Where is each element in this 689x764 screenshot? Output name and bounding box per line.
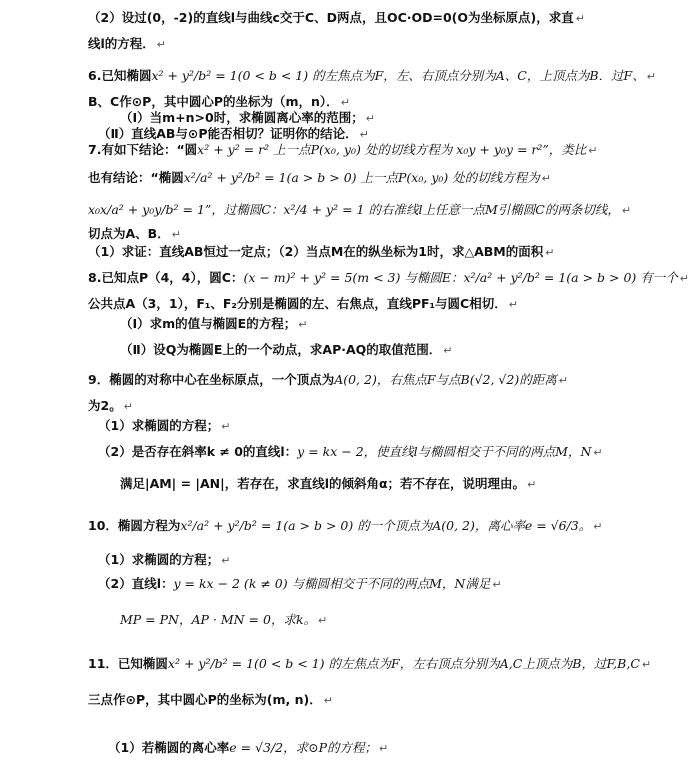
line-math: x₀x/a² + y₀y/b² = 1”，过椭圆C：x²/4 + y² = 1 的右准线l上任意一点M引椭圆C的两条切线， — [88, 202, 620, 217]
document-line — [0, 612, 640, 629]
paragraph-mark-icon: ↵ — [221, 554, 231, 567]
paragraph-mark-icon: ↵ — [359, 128, 369, 141]
line-text: 8.已知点P（4，4），圆C： — [88, 270, 244, 285]
paragraph-mark-icon: ↵ — [492, 578, 502, 591]
document-line — [0, 418, 640, 435]
document-line — [0, 68, 656, 85]
paragraph-mark-icon: ↵ — [365, 112, 375, 125]
paragraph-mark-icon: ↵ — [541, 172, 551, 185]
line-text: 11．已知椭圆 — [88, 656, 168, 671]
line-text: （1）求椭圆的方程； — [98, 418, 220, 433]
line-math: A(0, 2)，右焦点F与点B(√2, √2)的距离 — [334, 372, 557, 387]
paragraph-mark-icon: ↵ — [593, 446, 603, 459]
document-line — [0, 270, 689, 287]
line-text: （1）求证：直线AB恒过一定点；（2）当点M在的纵坐标为1时，求△ABM的面积 — [88, 244, 544, 259]
paragraph-mark-icon: ↵ — [679, 272, 689, 285]
line-math: (x − m)² + y² = 5(m < 3) 与椭圆E：x²/a² + y²/b² = 1(a > b > 0) 有一个 — [243, 270, 678, 285]
line-text: （2）设过(0，-2)的直线l与曲线c交于C、D两点，且OC·OD=0(O为坐标原点)，求直 — [88, 10, 574, 25]
paragraph-mark-icon: ↵ — [123, 400, 133, 413]
document-line — [0, 740, 640, 757]
document-line — [0, 342, 640, 359]
document-line — [0, 372, 640, 389]
document-line — [0, 244, 640, 261]
line-text: 也有结论：“椭圆 — [88, 170, 184, 185]
line-math: x² + y² = r² 上一点P(x₀, y₀) 处的切线方程为 x₀y + y₀y = r²”，类比 — [197, 142, 587, 157]
document-line — [0, 142, 640, 159]
line-math: x² + y²/b² = 1(0 < b < 1) 的左焦点为F，左、右顶点分别为A、C，上顶点为B．过F、 — [151, 68, 645, 83]
document-line — [0, 692, 640, 709]
line-text: 切点为A、B． — [88, 226, 170, 241]
document-line — [0, 296, 640, 313]
document-line — [0, 316, 640, 333]
paragraph-mark-icon: ↵ — [156, 38, 167, 51]
document-line — [0, 170, 640, 187]
line-text: （2）直线l： — [98, 576, 174, 591]
line-text: （Ⅰ）当m+n>0时，求椭圆离心率的范围； — [120, 110, 364, 125]
line-math: y = kx − 2，使直线l与椭圆相交于不同的两点M，N — [297, 444, 592, 459]
document-line — [0, 226, 640, 243]
paragraph-mark-icon: ↵ — [171, 228, 181, 241]
line-text: （1）求椭圆的方程； — [98, 552, 220, 567]
paragraph-mark-icon: ↵ — [508, 298, 518, 311]
line-text: 9．椭圆的对称中心在坐标原点，一个顶点为 — [88, 372, 335, 387]
paragraph-mark-icon: ↵ — [340, 96, 350, 109]
paragraph-mark-icon: ↵ — [527, 478, 537, 491]
line-math: e = √3/2，求⊙P的方程； — [229, 740, 377, 755]
document-line — [0, 576, 640, 593]
document-line — [0, 476, 640, 493]
paragraph-mark-icon: ↵ — [588, 144, 598, 157]
line-text: （Ⅱ）设Q为椭圆E上的一个动点，求AP·AQ的取值范围． — [120, 342, 442, 357]
line-text: （2）是否存在斜率k ≠ 0的直线l： — [98, 444, 298, 459]
paragraph-mark-icon: ↵ — [558, 374, 568, 387]
line-text: 为2。 — [88, 398, 122, 413]
document-line — [0, 110, 640, 127]
paragraph-mark-icon: ↵ — [646, 70, 656, 83]
document-line — [0, 444, 640, 461]
line-text: 10．椭圆方程为 — [88, 518, 181, 533]
line-math: MP = PN，AP · MN = 0，求k。 — [120, 612, 317, 627]
document-line — [0, 36, 640, 53]
line-text: （Ⅱ）直线AB与⊙P能否相切？证明你的结论． — [98, 126, 358, 141]
line-text: 7.有如下结论：“圆 — [88, 142, 198, 157]
paragraph-mark-icon: ↵ — [323, 694, 333, 707]
document-line — [0, 10, 640, 27]
document-line — [0, 656, 652, 673]
paragraph-mark-icon: ↵ — [575, 12, 585, 25]
line-math: x²/a² + y²/b² = 1(a > b > 0) 的一个顶点为A(0, 2)，离心率e = √6/3。 — [180, 518, 592, 533]
line-math: x² + y²/b² = 1(0 < b < 1) 的左焦点为F，左右顶点分别为A,C上顶点为B，过F,B,C — [167, 656, 640, 671]
paragraph-mark-icon: ↵ — [443, 344, 453, 357]
line-text: 6.已知椭圆 — [88, 68, 152, 83]
document-line — [0, 552, 640, 569]
line-text: 三点作⊙P，其中圆心P的坐标为(m, n)． — [88, 692, 322, 707]
line-text: 满足|AM| = |AN|，若存在，求直线l的倾斜角α；若不存在，说明理由。 — [120, 476, 526, 491]
paragraph-mark-icon: ↵ — [318, 614, 328, 627]
line-text: 线l的方程． — [88, 36, 155, 51]
paragraph-mark-icon: ↵ — [593, 520, 603, 533]
document-line — [0, 126, 640, 143]
paragraph-mark-icon: ↵ — [379, 742, 389, 755]
line-math: x²/a² + y²/b² = 1(a > b > 0) 上一点P(x₀, y₀) 处的切线方程为 — [183, 170, 540, 185]
document-line — [0, 202, 640, 219]
document-line — [0, 94, 640, 111]
line-text: 公共点A（3，1），F₁、F₂分别是椭圆的左、右焦点，直线PF₁与圆C相切． — [88, 296, 507, 311]
line-text: （Ⅰ）求m的值与椭圆E的方程； — [120, 316, 297, 331]
paragraph-mark-icon: ↵ — [621, 204, 632, 217]
paragraph-mark-icon: ↵ — [298, 318, 308, 331]
line-text: （1）若椭圆的离心率 — [108, 740, 230, 755]
paragraph-mark-icon: ↵ — [221, 420, 231, 433]
document-line — [0, 518, 640, 535]
paragraph-mark-icon: ↵ — [641, 658, 652, 671]
paragraph-mark-icon: ↵ — [545, 246, 555, 259]
line-text: B、C作⊙P，其中圆心P的坐标为（m，n）． — [88, 94, 339, 109]
line-math: y = kx − 2 (k ≠ 0) 与椭圆相交于不同的两点M，N满足 — [173, 576, 491, 591]
document-line — [0, 398, 640, 415]
